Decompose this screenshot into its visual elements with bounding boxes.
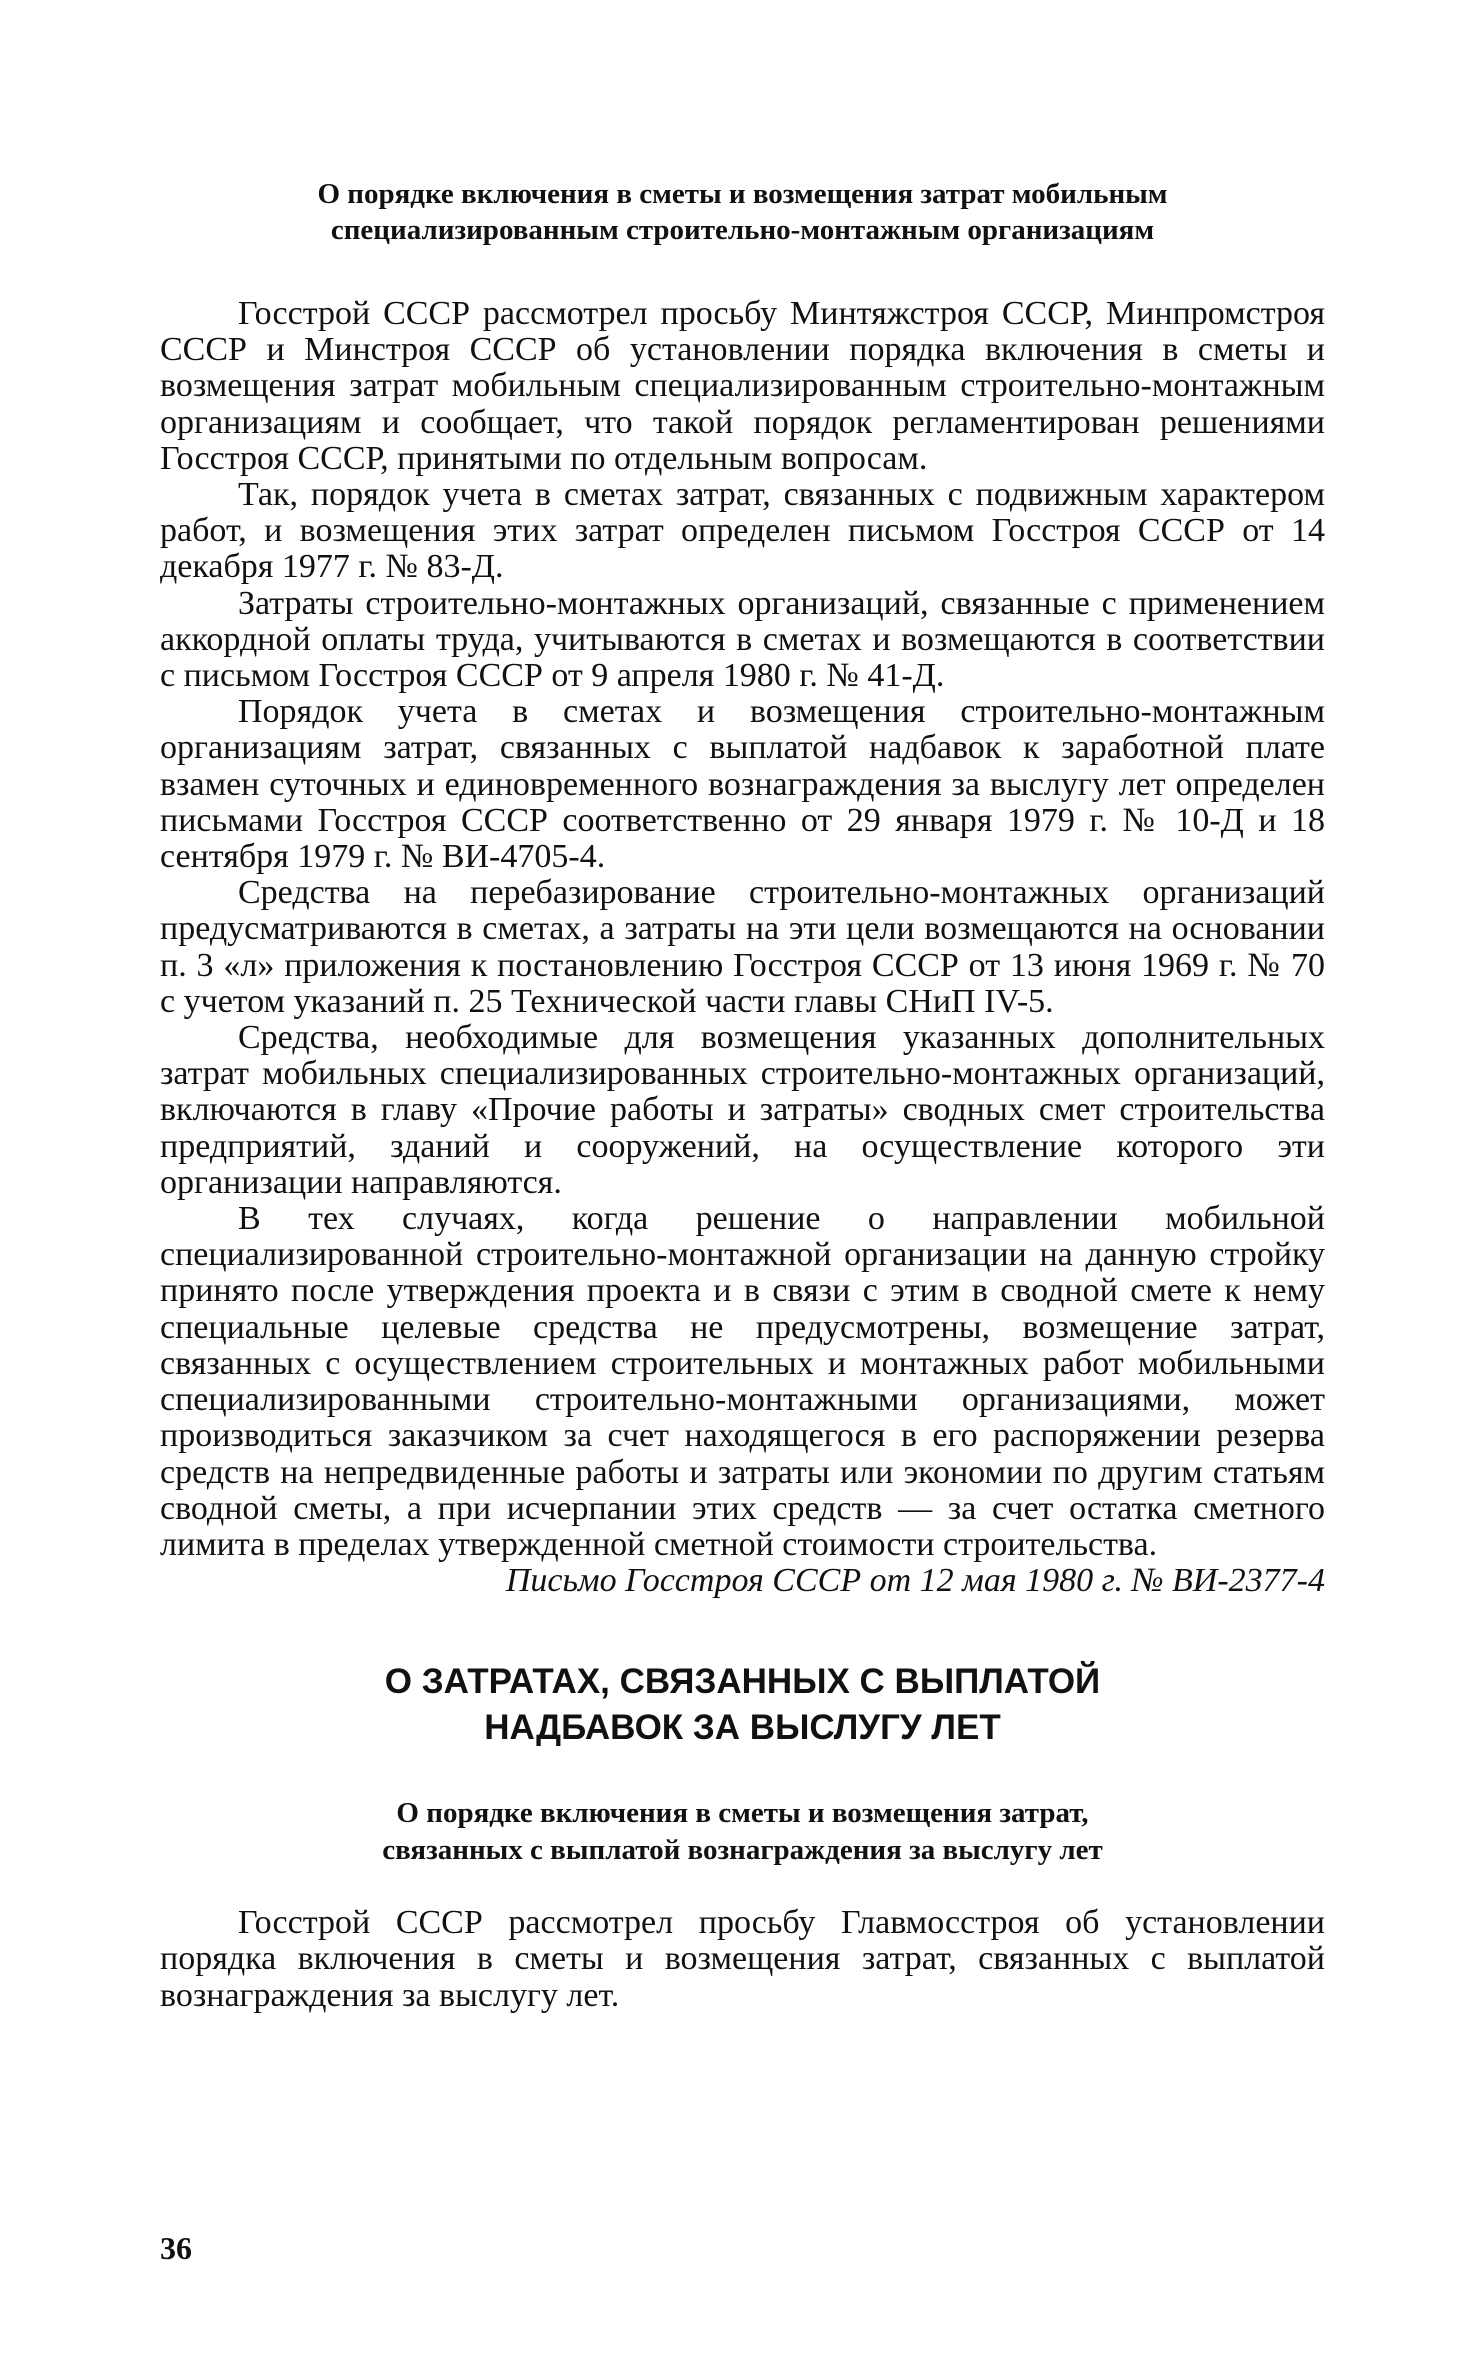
page-content: [160, 176, 1325, 2014]
paragraph: В тех случаях, когда решение о направлении мобильной специализированной строительно-монтажной организации на данную стройку принято после утверждения проекта и в связи с этим в сводной смете к нему специальные целевые средства не предусмотрены, возмещение затрат, связанных с осуществлением строительных и монтажных работ мобильными специализированными строительно-монтажными организациями, может производиться заказчиком за счет находящегося в его распоряжении резерва средств на непредвиденные работы и затраты или экономии по другим статьям сводной сметы, а при исчерпании этих средств — за счет остатка сметного лимита в пределах утвержденной сметной стоимости строительства.: [160, 1200, 1325, 1563]
letter-reference: Письмо Госстроя СССР от 12 мая 1980 г. № ВИ-2377-4: [505, 1562, 1325, 1600]
page-number: 36: [160, 2230, 192, 2266]
section-heading: [333, 1659, 1153, 1751]
paragraph: Средства, необходимые для возмещения указанных дополнительных затрат мобильных специализированных строительно-монтажных организаций, включаются в главу «Прочие работы и затраты» сводных смет строительства предприятий, зданий и сооружений, на осуществление которого эти организации направляются.: [160, 1019, 1325, 1201]
paragraph: Так, порядок учета в сметах затрат, связанных с подвижным характером работ, и возмещения этих затрат определен письмом Госстроя СССР от 14 декабря 1977 г. № 83-Д.: [160, 476, 1325, 586]
paragraph: Затраты строительно-монтажных организаций, связанные с применением аккордной оплаты труда, учитываются в сметах и возмещаются в соответствии с письмом Госстроя СССР от 9 апреля 1980 г. № 41-Д.: [160, 584, 1325, 695]
paragraph: Госстрой СССР рассмотрел просьбу Минтяжстроя СССР, Минпромстроя СССР и Минстроя СССР об установлении порядка включения в сметы и возмещения затрат мобильным специализированным строительно-монтажным организациям и сообщает, что такой порядок регламентирован решениями Госстроя СССР, принятыми по отдельным вопросам.: [160, 295, 1325, 477]
section-heading-line: НАДБАВОК ЗА ВЫСЛУГУ ЛЕТ: [484, 1708, 1001, 1748]
paragraph: Средства на перебазирование строительно-монтажных организаций предусматриваются в сметах, а затраты на эти цели возмещаются на основании п. 3 «л» приложения к постановлению Госстроя СССР от 13 июня 1969 г. № 70 с учетом указаний п. 25 Технической части главы СНиП IV-5.: [160, 874, 1325, 1020]
paragraph: Госстрой СССР рассмотрел просьбу Главмосстроя об установлении порядка включения в сметы и возмещения затрат, связанных с выплатой вознаграждения за выслугу лет.: [160, 1904, 1325, 2014]
paragraph: Порядок учета в сметах и возмещения строительно-монтажным организациям затрат, связанных с выплатой надбавок к заработной плате взамен суточных и единовременного вознаграждения за выслугу лет определен письмами Госстроя СССР соответственно от 29 января 1979 г. № 10-Д и 18 сентября 1979 г. № ВИ-4705-4.: [160, 693, 1325, 876]
subsection-title-line: О порядке включения в сметы и возмещения затрат,: [396, 1797, 1089, 1830]
section-title: О порядке включения в сметы и возмещения затрат мобильным специализированным строительно-монтажным организациям: [317, 178, 1168, 246]
section-heading-line: О ЗАТРАТАХ, СВЯЗАННЫХ С ВЫПЛАТОЙ: [384, 1662, 1101, 1702]
subsection-title: [243, 1795, 1243, 1869]
subsection-title-line: связанных с выплатой вознаграждения за выслугу лет: [382, 1834, 1103, 1867]
